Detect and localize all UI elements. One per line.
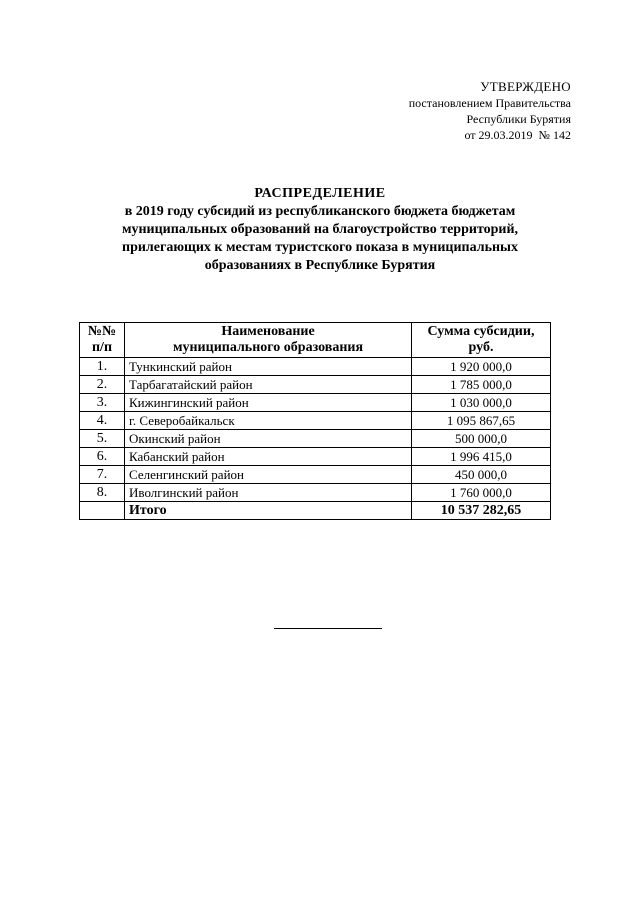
row-number: 6. (80, 448, 125, 466)
row-sum: 1 920 000,0 (412, 358, 551, 376)
row-number: 4. (80, 412, 125, 430)
table-row (80, 448, 551, 466)
approval-date-number: от 29.03.2019 № 142 (464, 128, 571, 142)
subsidy-table (79, 322, 551, 520)
table-row (80, 484, 551, 502)
title-line: прилегающих к местам туристского показа в муниципальных (122, 240, 518, 255)
row-name: Тункинский район (125, 358, 412, 376)
row-name: Иволгинский район (125, 484, 412, 502)
row-sum: 500 000,0 (412, 430, 551, 448)
table-row (80, 466, 551, 484)
approval-stamp (409, 79, 571, 143)
table-row (80, 376, 551, 394)
table-row (80, 394, 551, 412)
header-name: Наименование муниципального образования (125, 323, 412, 358)
total-sum: 10 537 282,65 (412, 502, 551, 520)
approval-line: постановлением Правительства (408, 96, 571, 110)
table-row (80, 358, 551, 376)
table-total-row (80, 502, 551, 520)
row-number: 7. (80, 466, 125, 484)
closing-divider (274, 628, 382, 629)
title-line: муниципальных образований на благоустройство территорий, (121, 222, 519, 237)
row-sum: 1 785 000,0 (412, 376, 551, 394)
row-name: Кабанский район (125, 448, 412, 466)
table-row (80, 430, 551, 448)
row-sum: 1 095 867,65 (412, 412, 551, 430)
row-sum: 1 030 000,0 (412, 394, 551, 412)
row-sum: 1 996 415,0 (412, 448, 551, 466)
row-name: Кижингинский район (125, 394, 412, 412)
document-title (90, 185, 550, 275)
table-header-row (80, 323, 551, 358)
row-number: 5. (80, 430, 125, 448)
approval-status: УТВЕРЖДЕНО (480, 79, 571, 94)
row-number: 1. (80, 358, 125, 376)
header-sum: Сумма субсидии, руб. (412, 323, 551, 358)
row-number: 8. (80, 484, 125, 502)
total-number-cell (80, 502, 125, 520)
title-heading: РАСПРЕДЕЛЕНИЕ (254, 186, 386, 201)
row-number: 3. (80, 394, 125, 412)
row-name: Селенгинский район (125, 466, 412, 484)
row-number: 2. (80, 376, 125, 394)
header-number: №№ п/п (80, 323, 125, 358)
row-name: г. Северобайкальск (125, 412, 412, 430)
total-label: Итого (125, 502, 412, 520)
approval-line: Республики Бурятия (466, 112, 571, 126)
title-line: образованиях в Республике Бурятия (204, 258, 436, 273)
table-row (80, 412, 551, 430)
row-sum: 450 000,0 (412, 466, 551, 484)
title-line: в 2019 году субсидий из республиканского бюджета бюджетам (124, 204, 516, 219)
row-name: Окинский район (125, 430, 412, 448)
row-sum: 1 760 000,0 (412, 484, 551, 502)
row-name: Тарбагатайский район (125, 376, 412, 394)
